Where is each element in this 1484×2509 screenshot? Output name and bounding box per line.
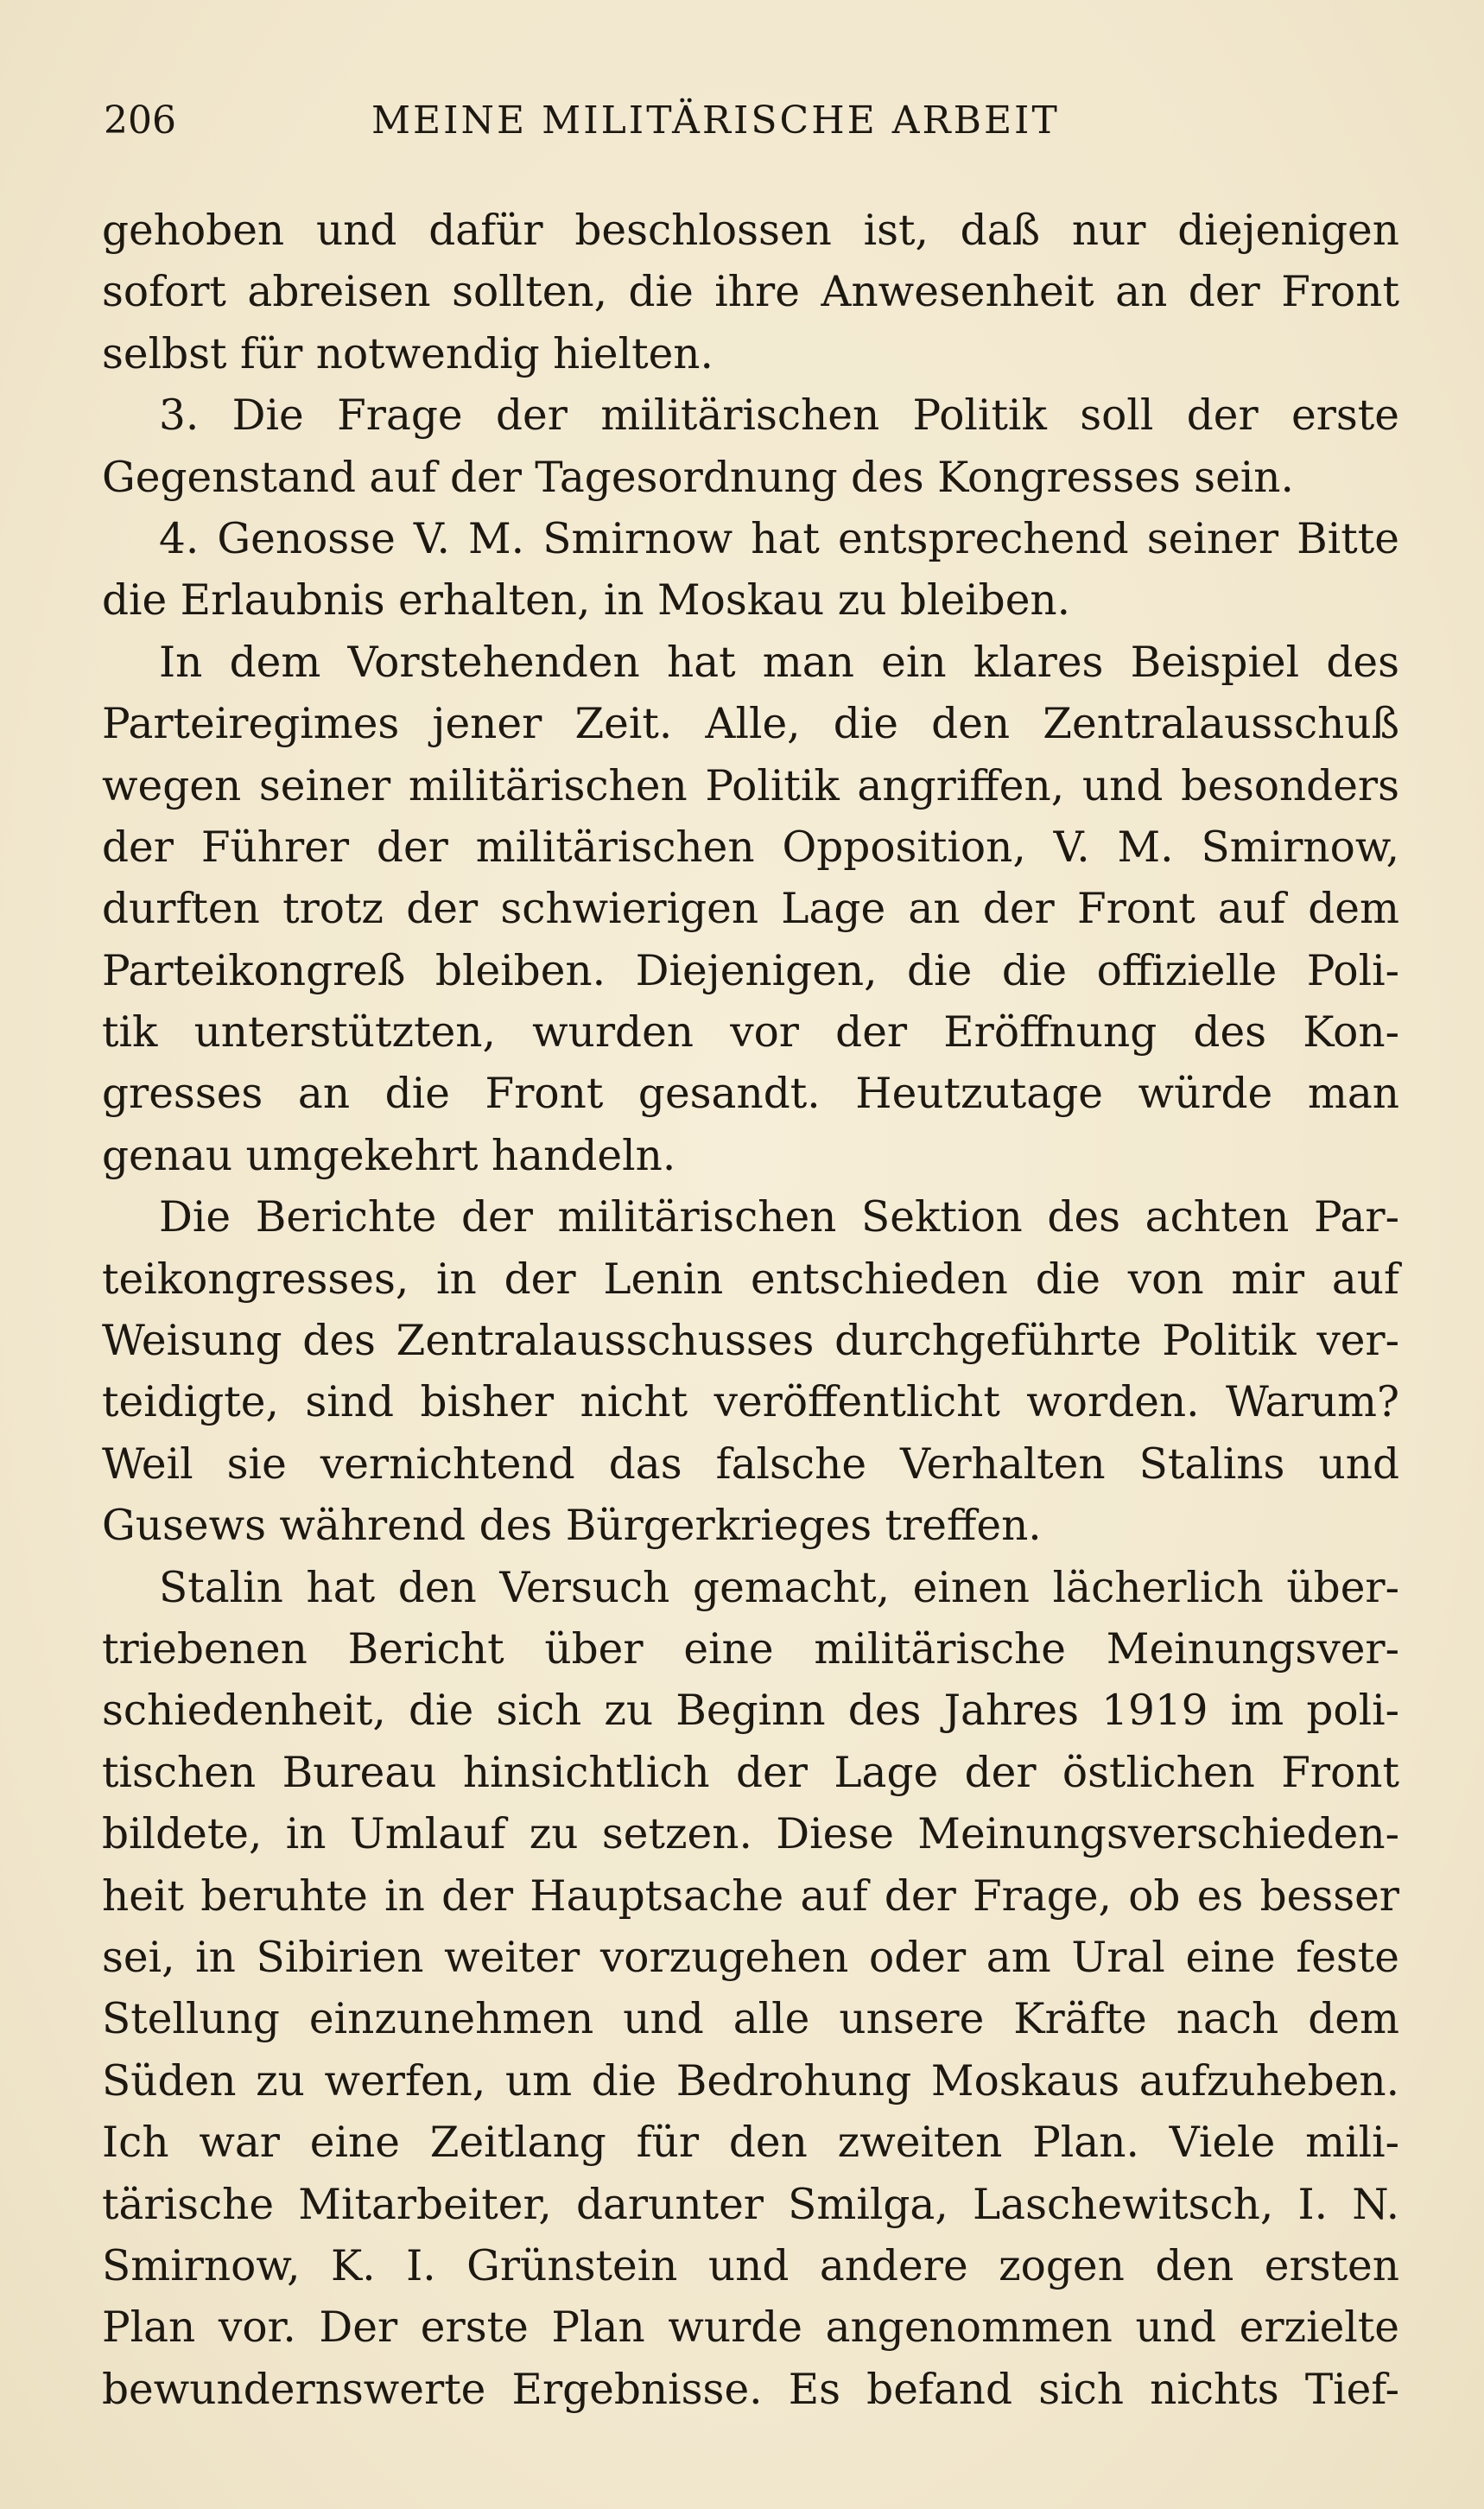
- text-line: Parteiregimes jener Zeit. Alle, die den Zentralausschuß: [102, 700, 1399, 749]
- text-line: Stellung einzunehmen und alle unsere Kräfte nach dem: [102, 1995, 1399, 2044]
- text-line: schiedenheit, die sich zu Beginn des Jahres 1919 im poli-: [102, 1686, 1399, 1736]
- text-line: teikongresses, in der Lenin entschieden die von mir auf: [102, 1254, 1399, 1304]
- text-line: genau umgekehrt handeln.: [102, 1131, 676, 1180]
- text-line: heit beruhte in der Hauptsache auf der Frage, ob es besser: [102, 1871, 1399, 1921]
- text-line: 4. Genosse V. M. Smirnow hat entsprechend seiner Bitte: [159, 514, 1399, 563]
- text-line: 3. Die Frage der militärischen Politik soll der erste: [159, 391, 1399, 441]
- text-line: tischen Bureau hinsichtlich der Lage der östlichen Front: [102, 1748, 1399, 1797]
- text-line: Gusews während des Bürgerkrieges treffen.: [102, 1502, 1042, 1551]
- text-line: Parteikongreß bleiben. Diejenigen, die die offizielle Poli-: [102, 946, 1399, 995]
- text-line: Ich war eine Zeitlang für den zweiten Plan. Viele mili-: [102, 2118, 1399, 2168]
- text-line: sofort abreisen sollten, die ihre Anwesenheit an der Front: [102, 268, 1399, 317]
- text-line: Die Berichte der militärischen Sektion des achten Par-: [159, 1193, 1399, 1242]
- text-line: durften trotz der schwierigen Lage an der Front auf dem: [102, 885, 1399, 934]
- text-line: teidigte, sind bisher nicht veröffentlicht worden. Warum?: [102, 1378, 1399, 1427]
- running-head: MEINE MILITÄRISCHE ARBEIT: [371, 98, 1060, 143]
- page-number: 206: [104, 98, 176, 143]
- page-header: [104, 98, 1399, 150]
- text-line: In dem Vorstehenden hat man ein klares Beispiel des: [159, 638, 1399, 687]
- text-line: sei, in Sibirien weiter vorzugehen oder am Ural eine feste: [102, 1933, 1399, 1982]
- text-line: bildete, in Umlauf zu setzen. Diese Meinungsverschieden-: [102, 1810, 1399, 1859]
- text-line: der Führer der militärischen Opposition, V. M. Smirnow,: [102, 823, 1399, 872]
- text-line: gehoben und dafür beschlossen ist, daß nur diejenigen: [102, 206, 1399, 255]
- text-line: tärische Mitarbeiter, darunter Smilga, Laschewitsch, I. N.: [102, 2180, 1399, 2229]
- text-line: wegen seiner militärischen Politik angriffen, und besonders: [102, 761, 1399, 810]
- text-line: Süden zu werfen, um die Bedrohung Moskaus aufzuheben.: [102, 2056, 1399, 2106]
- text-line: Gegenstand auf der Tagesordnung des Kongresses sein.: [102, 453, 1294, 502]
- text-line: Smirnow, K. I. Grünstein und andere zogen den ersten: [102, 2241, 1399, 2290]
- text-line: tik unterstützten, wurden vor der Eröffnung des Kon-: [102, 1008, 1399, 1058]
- text-line: Weisung des Zentralausschusses durchgeführte Politik ver-: [102, 1317, 1399, 1366]
- text-line: triebenen Bericht über eine militärische Meinungsver-: [102, 1624, 1399, 1674]
- text-line: die Erlaubnis erhalten, in Moskau zu bleiben.: [102, 576, 1071, 626]
- text-line: Plan vor. Der erste Plan wurde angenommen und erzielte: [102, 2303, 1399, 2353]
- text-line: selbst für notwendig hielten.: [102, 329, 713, 378]
- text-line: bewundernswerte Ergebnisse. Es befand sich nichts Tief-: [102, 2365, 1399, 2414]
- text-line: gresses an die Front gesandt. Heutzutage würde man: [102, 1070, 1399, 1119]
- text-line: Weil sie vernichtend das falsche Verhalten Stalins und: [102, 1439, 1399, 1489]
- text-line: Stalin hat den Versuch gemacht, einen lächerlich über-: [159, 1563, 1399, 1612]
- body-text: [102, 200, 1399, 2421]
